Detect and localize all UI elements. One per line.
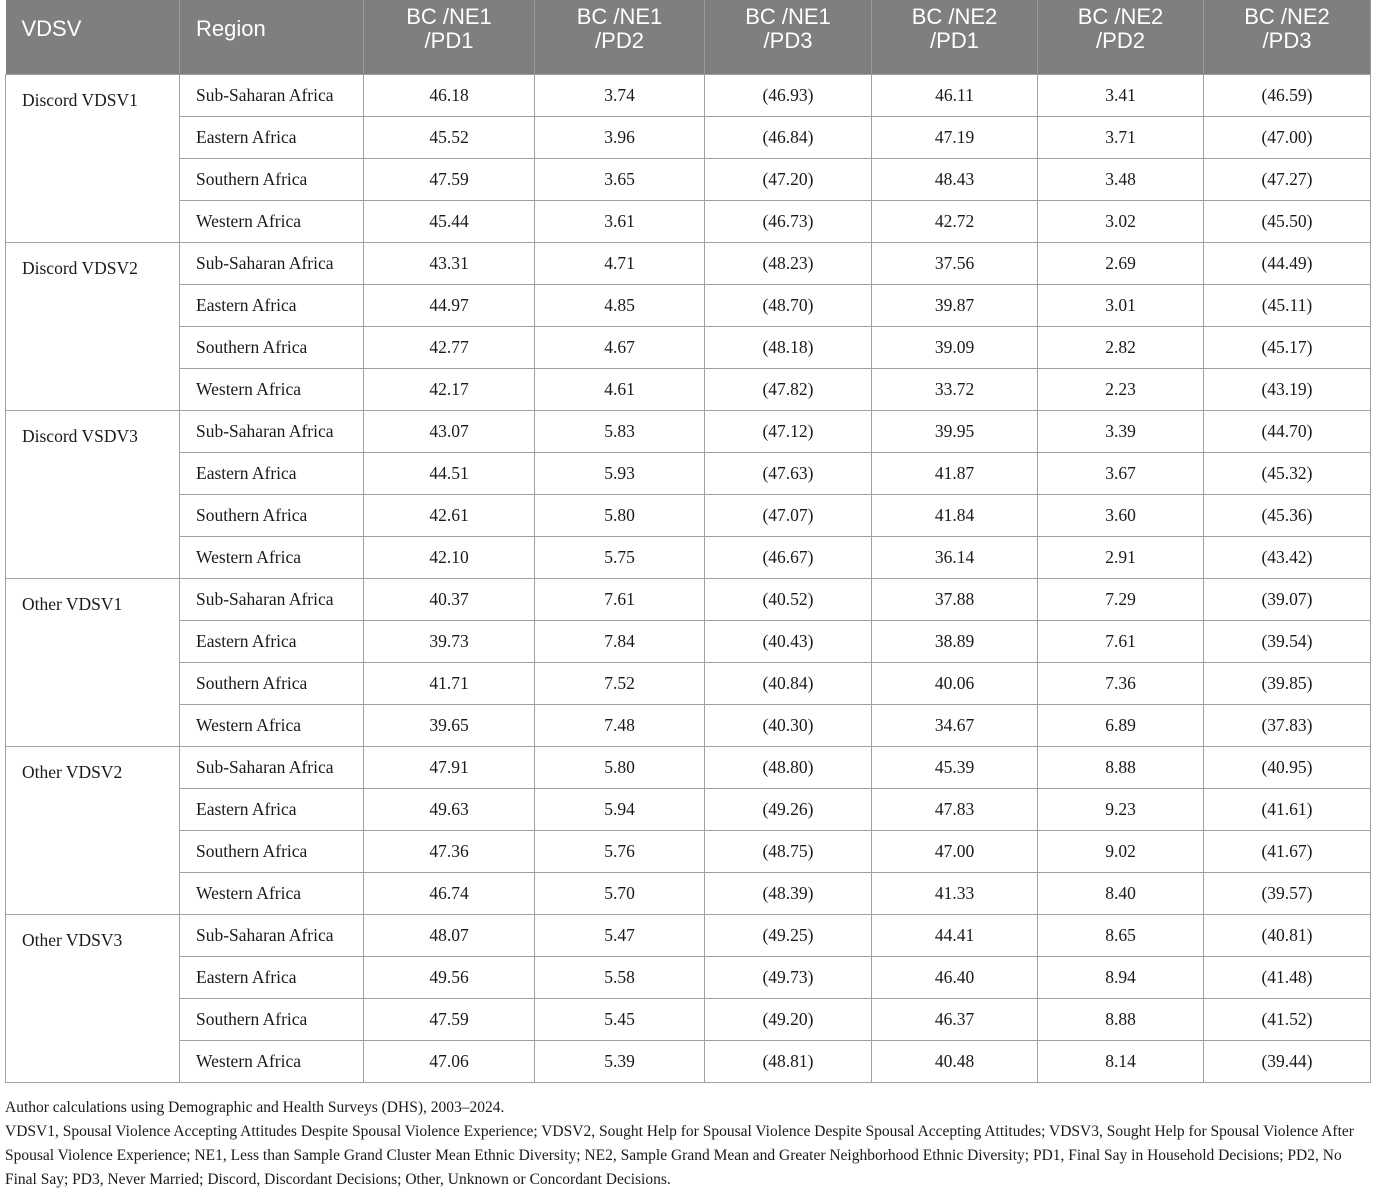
table-row — [6, 705, 1371, 747]
value-cell: (48.81) — [705, 1041, 872, 1083]
value-cell: (41.48) — [1204, 957, 1371, 999]
value-cell: 47.59 — [364, 159, 535, 201]
value-cell: (40.84) — [705, 663, 872, 705]
value-cell: 3.65 — [535, 159, 705, 201]
value-cell: (46.67) — [705, 537, 872, 579]
value-cell: 47.83 — [872, 789, 1038, 831]
region-cell: Western Africa — [180, 369, 364, 411]
value-cell: (44.49) — [1204, 243, 1371, 285]
value-cell: 39.65 — [364, 705, 535, 747]
header-row — [6, 0, 1371, 75]
region-cell: Sub-Saharan Africa — [180, 579, 364, 621]
value-cell: (37.83) — [1204, 705, 1371, 747]
region-cell: Western Africa — [180, 873, 364, 915]
table-row — [6, 915, 1371, 957]
value-cell: 4.71 — [535, 243, 705, 285]
table-row — [6, 327, 1371, 369]
value-cell: (41.52) — [1204, 999, 1371, 1041]
value-cell: 2.91 — [1038, 537, 1204, 579]
table-row — [6, 453, 1371, 495]
value-cell: (47.63) — [705, 453, 872, 495]
region-cell: Sub-Saharan Africa — [180, 75, 364, 117]
table-row — [6, 579, 1371, 621]
value-cell: 42.61 — [364, 495, 535, 537]
value-cell: 7.61 — [1038, 621, 1204, 663]
value-cell: 8.14 — [1038, 1041, 1204, 1083]
value-cell: (46.73) — [705, 201, 872, 243]
value-cell: 5.70 — [535, 873, 705, 915]
value-cell: (47.07) — [705, 495, 872, 537]
value-cell: 3.67 — [1038, 453, 1204, 495]
value-cell: (39.57) — [1204, 873, 1371, 915]
value-cell: 46.11 — [872, 75, 1038, 117]
region-cell: Eastern Africa — [180, 621, 364, 663]
value-cell: (46.93) — [705, 75, 872, 117]
group-label-cell: Other VDSV2 — [6, 747, 180, 915]
table-row — [6, 369, 1371, 411]
value-cell: (48.39) — [705, 873, 872, 915]
value-cell: 43.31 — [364, 243, 535, 285]
value-cell: 8.88 — [1038, 999, 1204, 1041]
col-header-ne1-pd2: BC /NE1 /PD2 — [535, 0, 705, 75]
value-cell: (47.00) — [1204, 117, 1371, 159]
value-cell: 45.44 — [364, 201, 535, 243]
data-table — [5, 0, 1371, 1083]
table-row — [6, 537, 1371, 579]
value-cell: (46.84) — [705, 117, 872, 159]
value-cell: 3.61 — [535, 201, 705, 243]
col-header-ne2-pd3: BC /NE2 /PD3 — [1204, 0, 1371, 75]
region-cell: Southern Africa — [180, 495, 364, 537]
table-body — [6, 75, 1371, 1083]
value-cell: (40.81) — [1204, 915, 1371, 957]
value-cell: (40.30) — [705, 705, 872, 747]
value-cell: (49.20) — [705, 999, 872, 1041]
value-cell: (47.27) — [1204, 159, 1371, 201]
table-row — [6, 285, 1371, 327]
value-cell: 5.47 — [535, 915, 705, 957]
value-cell: 47.59 — [364, 999, 535, 1041]
value-cell: 45.39 — [872, 747, 1038, 789]
value-cell: (40.52) — [705, 579, 872, 621]
table-row — [6, 789, 1371, 831]
value-cell: (41.61) — [1204, 789, 1371, 831]
value-cell: (45.17) — [1204, 327, 1371, 369]
value-cell: 5.83 — [535, 411, 705, 453]
value-cell: 48.43 — [872, 159, 1038, 201]
region-cell: Eastern Africa — [180, 453, 364, 495]
col-header-ne1-pd3: BC /NE1 /PD3 — [705, 0, 872, 75]
value-cell: 5.39 — [535, 1041, 705, 1083]
value-cell: (45.50) — [1204, 201, 1371, 243]
region-cell: Sub-Saharan Africa — [180, 411, 364, 453]
group-label-cell: Other VDSV3 — [6, 915, 180, 1083]
value-cell: 49.56 — [364, 957, 535, 999]
value-cell: (48.70) — [705, 285, 872, 327]
value-cell: (44.70) — [1204, 411, 1371, 453]
col-header-ne1-pd1: BC /NE1 /PD1 — [364, 0, 535, 75]
region-cell: Western Africa — [180, 1041, 364, 1083]
value-cell: (49.73) — [705, 957, 872, 999]
region-cell: Southern Africa — [180, 327, 364, 369]
table-row — [6, 873, 1371, 915]
value-cell: 34.67 — [872, 705, 1038, 747]
region-cell: Southern Africa — [180, 663, 364, 705]
value-cell: 47.00 — [872, 831, 1038, 873]
value-cell: 8.65 — [1038, 915, 1204, 957]
value-cell: (47.20) — [705, 159, 872, 201]
value-cell: 43.07 — [364, 411, 535, 453]
col-header-vdsv: VDSV — [6, 0, 180, 75]
group-label-cell: Other VDSV1 — [6, 579, 180, 747]
value-cell: 47.06 — [364, 1041, 535, 1083]
value-cell: 7.52 — [535, 663, 705, 705]
value-cell: 38.89 — [872, 621, 1038, 663]
region-cell: Sub-Saharan Africa — [180, 747, 364, 789]
value-cell: (40.43) — [705, 621, 872, 663]
value-cell: (47.12) — [705, 411, 872, 453]
value-cell: (39.07) — [1204, 579, 1371, 621]
value-cell: 42.77 — [364, 327, 535, 369]
value-cell: 41.87 — [872, 453, 1038, 495]
col-header-region: Region — [180, 0, 364, 75]
source-note: Author calculations using Demographic and Health Surveys (DHS), 2003–2024. — [5, 1099, 505, 1116]
region-cell: Southern Africa — [180, 999, 364, 1041]
region-cell: Western Africa — [180, 537, 364, 579]
table-row — [6, 831, 1371, 873]
value-cell: 46.40 — [872, 957, 1038, 999]
region-cell: Sub-Saharan Africa — [180, 915, 364, 957]
value-cell: 3.41 — [1038, 75, 1204, 117]
value-cell: 44.97 — [364, 285, 535, 327]
value-cell: 46.37 — [872, 999, 1038, 1041]
table-row — [6, 495, 1371, 537]
value-cell: (39.44) — [1204, 1041, 1371, 1083]
value-cell: 37.88 — [872, 579, 1038, 621]
value-cell: (45.32) — [1204, 453, 1371, 495]
value-cell: 45.52 — [364, 117, 535, 159]
region-cell: Eastern Africa — [180, 285, 364, 327]
value-cell: 2.23 — [1038, 369, 1204, 411]
table-row — [6, 621, 1371, 663]
value-cell: 7.48 — [535, 705, 705, 747]
value-cell: 41.84 — [872, 495, 1038, 537]
value-cell: (40.95) — [1204, 747, 1371, 789]
group-label-cell: Discord VSDV3 — [6, 411, 180, 579]
value-cell: 46.74 — [364, 873, 535, 915]
value-cell: 40.48 — [872, 1041, 1038, 1083]
value-cell: 42.17 — [364, 369, 535, 411]
value-cell: 41.33 — [872, 873, 1038, 915]
value-cell: 7.29 — [1038, 579, 1204, 621]
value-cell: 36.14 — [872, 537, 1038, 579]
value-cell: (48.80) — [705, 747, 872, 789]
value-cell: 5.94 — [535, 789, 705, 831]
value-cell: 41.71 — [364, 663, 535, 705]
value-cell: 8.40 — [1038, 873, 1204, 915]
value-cell: 3.96 — [535, 117, 705, 159]
value-cell: (49.26) — [705, 789, 872, 831]
value-cell: 7.61 — [535, 579, 705, 621]
value-cell: 48.07 — [364, 915, 535, 957]
value-cell: (41.67) — [1204, 831, 1371, 873]
value-cell: 5.80 — [535, 747, 705, 789]
value-cell: 44.41 — [872, 915, 1038, 957]
table-row — [6, 1041, 1371, 1083]
value-cell: 5.58 — [535, 957, 705, 999]
table-row — [6, 201, 1371, 243]
table-row — [6, 747, 1371, 789]
region-cell: Southern Africa — [180, 159, 364, 201]
value-cell: (49.25) — [705, 915, 872, 957]
value-cell: 39.73 — [364, 621, 535, 663]
value-cell: 2.69 — [1038, 243, 1204, 285]
value-cell: 40.37 — [364, 579, 535, 621]
group-label-cell: Discord VDSV2 — [6, 243, 180, 411]
table-row — [6, 663, 1371, 705]
value-cell: 7.84 — [535, 621, 705, 663]
value-cell: 33.72 — [872, 369, 1038, 411]
abbreviation-note: VDSV1, Spousal Violence Accepting Attitudes Despite Spousal Violence Experience; VDSV2, Sought Help for Spousal Violence Despite Spousal Accepting Attitudes; VDSV3, Sought Help for Spousal Violence After Spousal Violence Experience; NE1, Less than Sample Grand Cluster Mean Ethnic Diversity; NE2, Sample Grand Mean and Greater Neighborhood Ethnic Diversity; PD1, Final Say in Household Decisions; PD2, No Final Say; PD3, Never Married; Discord, Discordant Decisions; Other, Unknown or Concordant Decisions. — [5, 1123, 1354, 1188]
value-cell: 37.56 — [872, 243, 1038, 285]
value-cell: 39.09 — [872, 327, 1038, 369]
value-cell: 5.93 — [535, 453, 705, 495]
value-cell: 5.80 — [535, 495, 705, 537]
value-cell: (48.75) — [705, 831, 872, 873]
value-cell: 3.71 — [1038, 117, 1204, 159]
value-cell: (45.11) — [1204, 285, 1371, 327]
value-cell: 42.10 — [364, 537, 535, 579]
value-cell: 3.74 — [535, 75, 705, 117]
group-label-cell: Discord VDSV1 — [6, 75, 180, 243]
table-row — [6, 999, 1371, 1041]
col-header-ne2-pd1: BC /NE2 /PD1 — [872, 0, 1038, 75]
region-cell: Eastern Africa — [180, 117, 364, 159]
region-cell: Eastern Africa — [180, 957, 364, 999]
value-cell: 9.23 — [1038, 789, 1204, 831]
value-cell: 42.72 — [872, 201, 1038, 243]
col-header-ne2-pd2: BC /NE2 /PD2 — [1038, 0, 1204, 75]
value-cell: 47.91 — [364, 747, 535, 789]
value-cell: (43.42) — [1204, 537, 1371, 579]
value-cell: 4.85 — [535, 285, 705, 327]
value-cell: (43.19) — [1204, 369, 1371, 411]
table-notes — [5, 1096, 1370, 1192]
region-cell: Sub-Saharan Africa — [180, 243, 364, 285]
value-cell: 39.95 — [872, 411, 1038, 453]
value-cell: 44.51 — [364, 453, 535, 495]
value-cell: (47.82) — [705, 369, 872, 411]
value-cell: 4.67 — [535, 327, 705, 369]
region-cell: Western Africa — [180, 705, 364, 747]
value-cell: (39.54) — [1204, 621, 1371, 663]
table-row — [6, 957, 1371, 999]
value-cell: 5.76 — [535, 831, 705, 873]
region-cell: Southern Africa — [180, 831, 364, 873]
value-cell: 47.19 — [872, 117, 1038, 159]
value-cell: 5.75 — [535, 537, 705, 579]
value-cell: 7.36 — [1038, 663, 1204, 705]
value-cell: 3.60 — [1038, 495, 1204, 537]
value-cell: 3.01 — [1038, 285, 1204, 327]
region-cell: Western Africa — [180, 201, 364, 243]
region-cell: Eastern Africa — [180, 789, 364, 831]
value-cell: 3.39 — [1038, 411, 1204, 453]
value-cell: 8.94 — [1038, 957, 1204, 999]
value-cell: 9.02 — [1038, 831, 1204, 873]
value-cell: (48.23) — [705, 243, 872, 285]
table-row — [6, 117, 1371, 159]
value-cell: 3.02 — [1038, 201, 1204, 243]
value-cell: 39.87 — [872, 285, 1038, 327]
value-cell: 46.18 — [364, 75, 535, 117]
value-cell: 4.61 — [535, 369, 705, 411]
table-row — [6, 243, 1371, 285]
value-cell: 49.63 — [364, 789, 535, 831]
value-cell: (46.59) — [1204, 75, 1371, 117]
value-cell: 47.36 — [364, 831, 535, 873]
value-cell: (48.18) — [705, 327, 872, 369]
value-cell: 6.89 — [1038, 705, 1204, 747]
table-row — [6, 75, 1371, 117]
value-cell: 5.45 — [535, 999, 705, 1041]
value-cell: 3.48 — [1038, 159, 1204, 201]
value-cell: 8.88 — [1038, 747, 1204, 789]
value-cell: 2.82 — [1038, 327, 1204, 369]
table-row — [6, 411, 1371, 453]
value-cell: (45.36) — [1204, 495, 1371, 537]
value-cell: (39.85) — [1204, 663, 1371, 705]
value-cell: 40.06 — [872, 663, 1038, 705]
table-row — [6, 159, 1371, 201]
